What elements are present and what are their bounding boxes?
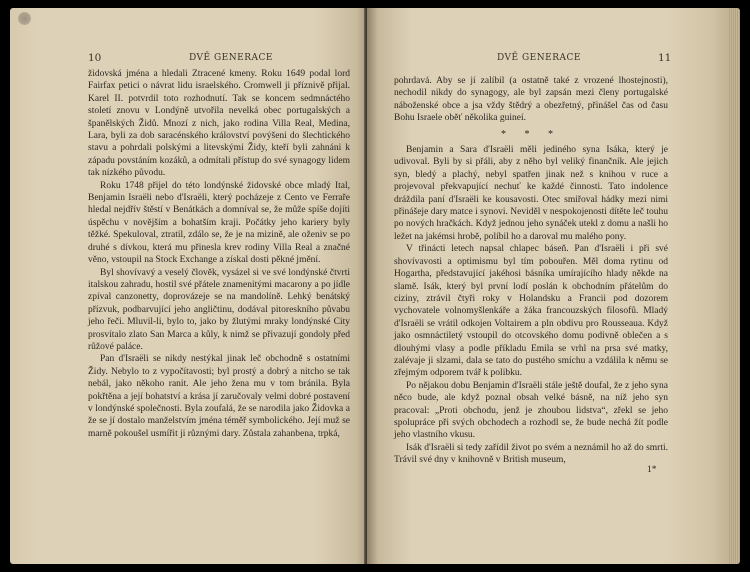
paragraph: Roku 1748 přijel do této londýnské židovské obce mladý Ital, Benjamin Israëli nebo d'Israëli, který pocházeje z Cento ve Ferraře hledal nejdřív štěstí v Benátkách a domníval se, že může spíše dojíti úspěchu v novějším a bohatším kraji. Počátky jeho kariery byly těžké. Spekuloval, ztratil, zdálo se, že je na mizině, ale oženiv se po druhé s dívkou, která mu přinesla krev rodiny Villa Real a značné věno, vstoupil na Stock Exchange a získal dosti pěkné jmění. bbox=[88, 180, 350, 266]
paragraph: Pan d'Israëli se nikdy nestýkal jinak leč obchodně s ostatními Židy. Nebylo to z vypočítavosti; byl prostý a dobrý a nitcho se tak nebál, jako někoho ranit. Ale jeho žena mu v tom bránila. Byla pokřtěna a její bohatství a krása jí zaručovaly velmi dobré postavení v londýnské společnosti. Byla zoufalá, že se narodila jako Židovka a že se jí dostalo manželstvím jména téměř symbolického. Její muž se marně pokoušel usmířit ji různými dary. Zůstala zahanbena, trpká, bbox=[88, 354, 350, 439]
paragraph: Po nějakou dobu Benjamin d'Israëli stále ještě doufal, že z jeho syna něco bude, ale když poznal obsah velké básně, na níž jeho syn pracoval: „Proti obchodu, jenž je zhoubou lidstva“, zřekl se jeho spolupráce při svých obchodech a rozhodl se, že bude nechá žít podle jeho vlastního vkusu. bbox=[394, 380, 668, 441]
page-number-right: 11 bbox=[658, 52, 672, 64]
page-edges bbox=[728, 8, 740, 564]
section-separator: * * * bbox=[501, 128, 561, 140]
paragraph: židovská jména a hledali Ztracené kmeny. Roku 1649 podal lord Fairfax petici o návrat lidu israelského. Cromwell ji příznivě přijal. Karel II. potvrdil toto rozhodnutí. Tak se koncem sedmnáctého století znovu v Londýně utvořila nevelká obec portugalských a španělských Židů. Mnozí z nich, jako rodina Villa Real, Medina, Lara, byli za dob saracénského království povýšeni do šlechtického stavu a pohrdali polskými a litevskými Židy, kteří byli zahnáni k západu povstáním kozáků, a odmítali přístup do své synagogy lidem tak nízkého původu. bbox=[88, 69, 350, 179]
running-head-left: DVĚ GENERACE bbox=[189, 53, 273, 63]
paragraph: Byl shovívavý a veselý člověk, vysázel si ve své londýnské čtvrti italskou zahradu, hostil své přátele znamenitými macarony a po jídle zpíval canzonetty, doprovázeje se na mandolíně. Lehký benátský přízvuk, podbarvující jeho angličtinu, dodával pitoreskního půvabu jeho řeči. Mluvil-li, bylo to, jako by žlutými mraky londýnské City prosvítalo zlato San Marca a kůly, k nimž se přivazují gondoly před růžové paláce. bbox=[88, 267, 350, 352]
page-number-left: 10 bbox=[88, 52, 102, 64]
left-page bbox=[10, 8, 367, 564]
left-page-body bbox=[88, 68, 350, 440]
paragraph: pohrdavá. Aby se jí zalíbil (a ostatně také z vrozené lhostejnosti), nechodil nikdy do synagogy, ale byl zapsán mezi členy portugalské náboženské obce a jsa vždy štědrý a obezřetný, přinášel čas od času Bohu Israele oběť několika guineí. bbox=[394, 76, 668, 124]
right-page bbox=[367, 8, 740, 564]
paragraph: Benjamin a Sara d'Israëli měli jediného syna Isáka, který je udivoval. Byli by si přáli, aby z něho byl veliký finančník. Ale jejich syn, bledý a plachý, nebyl spatřen jinak než s knihou v ruce a projevoval překvapující nechuť ke každé činnosti. Tato indolence dráždila paní d'Israëli ke kousavosti. Otec smiřoval hádky mezi nimi přinášeje dary matce i synovi. Neviděl v nespokojenosti dítěte leč touhu po nových hračkách. Když jednou jeho synáček utekl z domu a našli ho ležet na jakémsi hrobě, políbil ho a daroval mu malého pony. bbox=[394, 145, 668, 242]
paragraph: V třinácti letech napsal chlapec báseň. Pan d'Israëli i při své shovívavosti a optimismu byl tím pobouřen. Měl doma rytinu od Hogartha, představující jakéhosi básníka umírajícího hlady někde na slamě. Isák, který byl první lodí poslán k obchodním přátelům do ciziny, ztrávil čtyři roky v Holandsku a Francii pod dozorem vychovatele volnomyšlenkáře a žáka francouzských filosofů. Mladý d'Israëli se vrátil odkojen Voltairem a pln obdivu pro Rousseaua. Když jako osmnáctiletý vstoupil do otcovského domu podivně oblečen a s dlouhými vlasy a podle příkladu Emila se vrhl na prsa své matky, zalévaje ji slzami, dala se tato do pustého smíchu a vzdálila k němu se zřejmým odporem tvář k polibku. bbox=[394, 244, 668, 379]
paragraph: Isák d'Israëli si tedy zařídil život po svém a neznámil ho až do smrti. Trávil své dny v knihovně v British museum, bbox=[394, 442, 668, 466]
library-stamp-mark bbox=[18, 12, 31, 25]
right-page-body bbox=[394, 75, 668, 467]
signature-mark: 1* bbox=[647, 465, 657, 475]
running-head-right: DVĚ GENERACE bbox=[497, 53, 581, 63]
